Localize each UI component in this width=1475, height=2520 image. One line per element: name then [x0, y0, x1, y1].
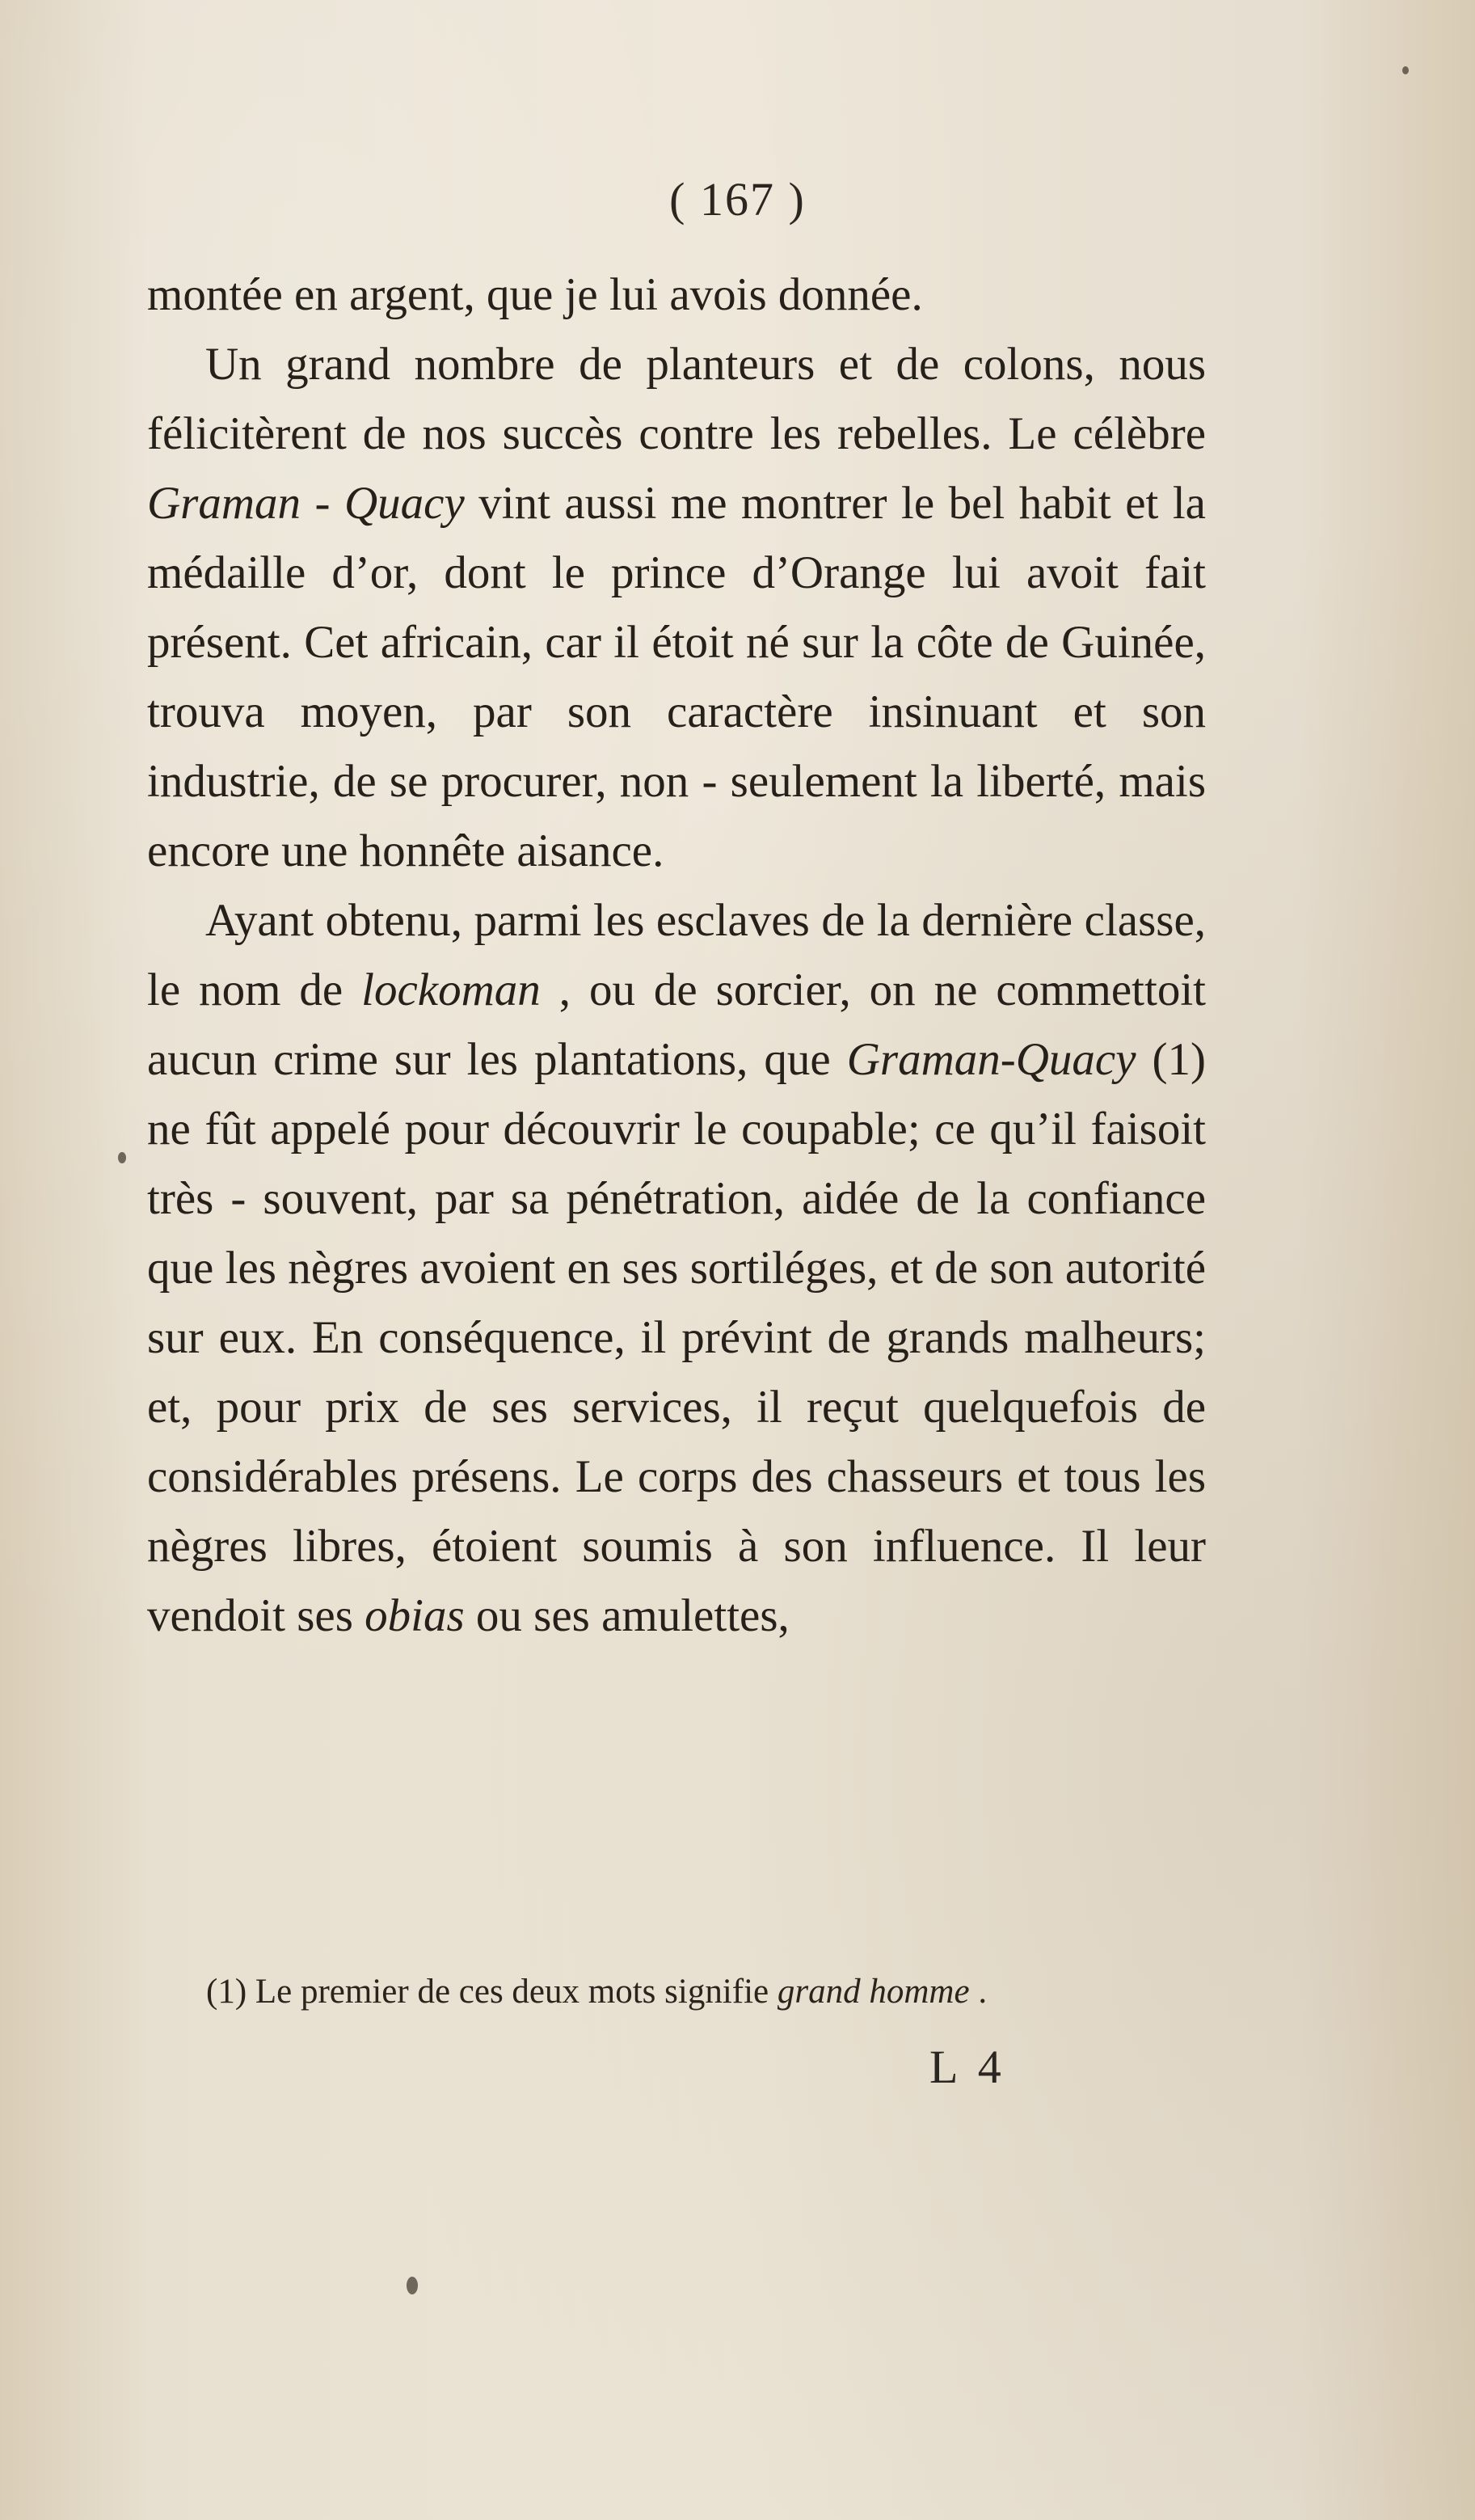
paper-speck — [1402, 66, 1409, 74]
footnote-end: . — [978, 1973, 988, 2011]
text-segment: Ayant obtenu, parmi les esclaves de la dernière classe, le nom de — [147, 895, 1206, 1015]
text-segment: montée en argent, que je lui avois donnée. — [147, 269, 923, 320]
signature-mark: L 4 — [929, 2041, 1006, 2093]
paragraph-continued — [147, 260, 1206, 330]
paper-speck — [407, 2277, 418, 2294]
paper-speck — [118, 1152, 126, 1163]
footnote-text: Le premier de ces deux mots signifie — [255, 1973, 778, 2011]
text-segment: ou ses amulettes, — [475, 1590, 790, 1641]
text-segment: , ou de sorcier, on ne commettoit aucun crime sur les plantations, que — [147, 965, 1207, 1085]
italic-name-graman-quacy: Graman - Quacy — [147, 478, 465, 529]
footnote-marker: (1) — [206, 1973, 247, 2011]
paragraph-lockoman — [147, 886, 1206, 1651]
text-segment: vint aussi me montrer le bel habit et la médaille d’or, dont le prince d’Orange lui avoit fait présent. Cet africain, car il étoit né sur la côte de Guinée, trouva moyen, par son caractère insinuant et son industrie, de se procurer, non - seulement la liberté, mais encore une honnête aisance. — [147, 478, 1206, 876]
main-text — [147, 260, 1206, 1651]
italic-name-graman-quacy: Graman-Quacy — [846, 1034, 1136, 1085]
footnote-emphasis: grand homme — [777, 1973, 970, 2011]
footnote — [206, 1971, 1212, 2013]
italic-word-obias: obias — [365, 1590, 465, 1641]
italic-word-lockoman: lockoman — [361, 965, 541, 1015]
paragraph-graman-quacy — [147, 330, 1206, 886]
text-segment: (1) ne fût appelé pour découvrir le coupable; ce qu’il faisoit très - souvent, par sa pénétration, aidée de la confiance que les nègres avoient en ses sortiléges, et de son autorité sur eux. En conséquence, il prévint de grands malheurs; et, pour prix de ses services, il reçut quelquefois de considérables présens. Le corps des chasseurs et tous les nègres libres, étoient soumis à son influence. Il leur vendoit ses — [147, 1034, 1207, 1641]
text-segment: Un grand nombre de planteurs et de colons, nous félicitèrent de nos succès contre les rebelles. Le célèbre — [147, 339, 1206, 459]
page-number: ( 167 ) — [669, 173, 806, 226]
